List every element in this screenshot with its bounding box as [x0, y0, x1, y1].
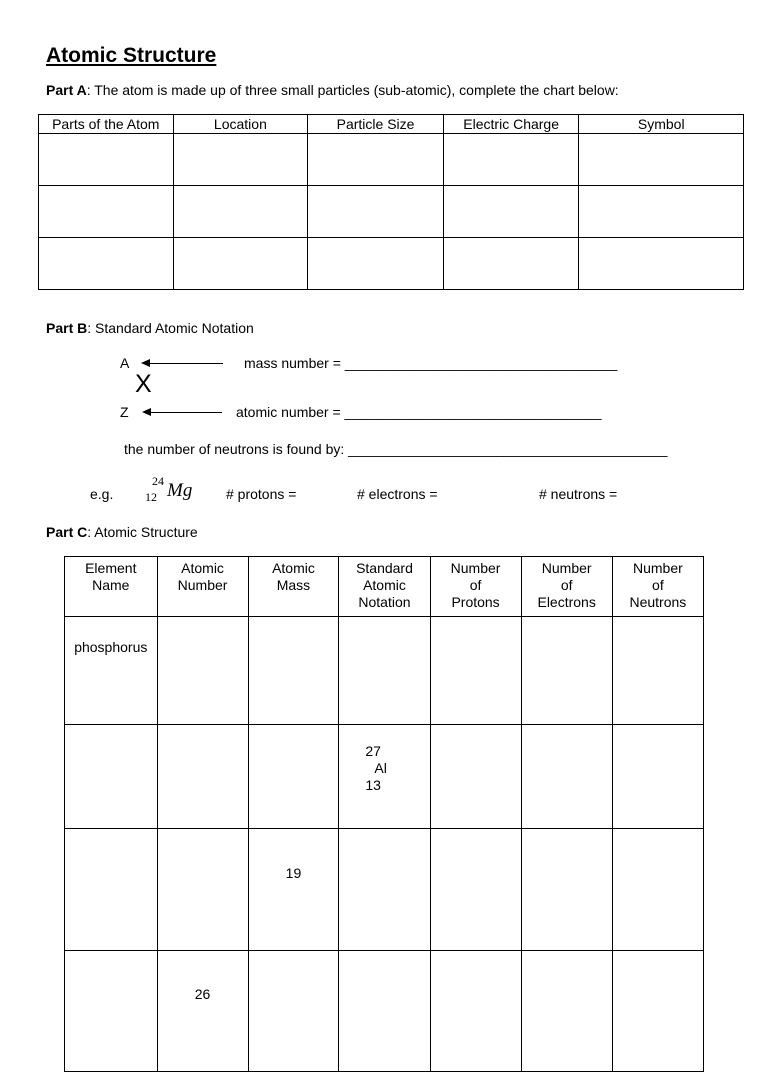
header-line: Number: [632, 560, 683, 576]
answer-cell[interactable]: [173, 134, 308, 186]
arrow-left-icon: [150, 412, 222, 413]
col-atomic-mass: [248, 557, 339, 617]
answer-cell[interactable]: [39, 134, 174, 186]
part-b-text: : Standard Atomic Notation: [87, 320, 254, 336]
element-letter-x: X: [135, 370, 152, 398]
atomic-number-cell: 26: [157, 951, 248, 1072]
col-number-electrons: [521, 557, 612, 617]
header-line: Electrons: [537, 594, 596, 610]
answer-cell[interactable]: [339, 951, 430, 1072]
answer-cell[interactable]: [173, 238, 308, 290]
header-line: of: [560, 577, 573, 593]
part-a-instruction: [46, 82, 619, 98]
part-c-text: : Atomic Structure: [87, 524, 198, 540]
col-number-protons: [430, 557, 521, 617]
answer-cell[interactable]: [443, 186, 579, 238]
table-row: [65, 829, 704, 951]
atomic-number-line: atomic number = _________________________________: [236, 404, 602, 420]
header-line: of: [469, 577, 482, 593]
table-row: [65, 617, 704, 725]
part-c-table: [64, 556, 704, 1072]
answer-cell[interactable]: [443, 238, 579, 290]
header-line: Notation: [358, 594, 411, 610]
part-b-label: Part B: [46, 320, 88, 336]
answer-cell[interactable]: [248, 951, 339, 1072]
answer-cell[interactable]: [521, 951, 612, 1072]
part-a-label: Part A: [46, 82, 87, 98]
part-a-row: [39, 134, 744, 186]
answer-cell[interactable]: [248, 617, 339, 725]
part-a-header-row: [39, 115, 744, 134]
answer-cell[interactable]: [65, 725, 158, 829]
answer-cell[interactable]: [612, 829, 703, 951]
example-label: e.g.: [90, 486, 114, 502]
col-location: Location: [173, 115, 308, 134]
header-line: Element: [85, 560, 137, 576]
page-title: Atomic Structure: [46, 44, 217, 67]
atomic-mass-cell: 19: [248, 829, 339, 951]
part-a-table: [38, 114, 744, 290]
answer-cell[interactable]: [308, 186, 444, 238]
answer-cell[interactable]: [521, 725, 612, 829]
answer-cell[interactable]: [443, 134, 579, 186]
answer-cell[interactable]: [65, 829, 158, 951]
header-line: Protons: [451, 594, 500, 610]
protons-question: # protons =: [226, 486, 297, 502]
col-particle-size: Particle Size: [308, 115, 444, 134]
col-atomic-number: [157, 557, 248, 617]
answer-cell[interactable]: [157, 829, 248, 951]
notation-cell: [339, 725, 430, 829]
header-line: Neutrons: [629, 594, 687, 610]
answer-cell[interactable]: [157, 617, 248, 725]
mass-number-line: mass number = ___________________________________: [244, 355, 618, 371]
header-line: Atomic: [363, 577, 406, 593]
element-name-cell: phosphorus: [65, 617, 158, 725]
electrons-question: # electrons =: [357, 486, 438, 502]
answer-cell[interactable]: [430, 829, 521, 951]
part-a-row: [39, 238, 744, 290]
answer-cell[interactable]: [521, 617, 612, 725]
answer-cell[interactable]: [612, 951, 703, 1072]
answer-cell[interactable]: [39, 186, 174, 238]
table-row: [65, 951, 704, 1072]
answer-cell[interactable]: [173, 186, 308, 238]
header-line: of: [652, 577, 664, 593]
notation-atomic: 13: [365, 777, 381, 793]
part-a-row: [39, 186, 744, 238]
answer-cell[interactable]: [157, 725, 248, 829]
arrow-left-icon: [149, 363, 223, 364]
notation-symbol: Al: [374, 760, 387, 776]
part-b-heading: [46, 320, 254, 336]
example-element-symbol: Mg: [167, 480, 193, 501]
answer-cell[interactable]: [65, 951, 158, 1072]
answer-cell[interactable]: [430, 725, 521, 829]
col-symbol: Symbol: [579, 115, 744, 134]
answer-cell[interactable]: [430, 951, 521, 1072]
header-line: Atomic: [272, 560, 315, 576]
answer-cell[interactable]: [579, 238, 744, 290]
col-electric-charge: Electric Charge: [443, 115, 579, 134]
col-number-neutrons: [612, 557, 703, 617]
part-c-heading: [46, 524, 198, 540]
answer-cell[interactable]: [339, 617, 430, 725]
answer-cell[interactable]: [612, 725, 703, 829]
answer-cell[interactable]: [579, 134, 744, 186]
part-c-label: Part C: [46, 524, 88, 540]
col-parts-of-atom: Parts of the Atom: [39, 115, 174, 134]
answer-cell[interactable]: [308, 238, 444, 290]
header-line: Number: [177, 577, 228, 593]
col-element-name: [65, 557, 158, 617]
header-line: Mass: [276, 577, 311, 593]
header-line: Number: [541, 560, 592, 576]
col-standard-notation: [339, 557, 430, 617]
answer-cell[interactable]: [39, 238, 174, 290]
answer-cell[interactable]: [612, 617, 703, 725]
answer-cell[interactable]: [248, 725, 339, 829]
answer-cell[interactable]: [579, 186, 744, 238]
letter-z: Z: [120, 404, 129, 420]
table-row: [65, 725, 704, 829]
answer-cell[interactable]: [521, 829, 612, 951]
header-line: Atomic: [181, 560, 224, 576]
letter-a: A: [120, 355, 130, 371]
part-c-header-row: [65, 557, 704, 617]
header-line: Number: [450, 560, 501, 576]
neutrons-question: # neutrons =: [539, 486, 618, 502]
answer-cell[interactable]: [308, 134, 444, 186]
header-line: Standard: [356, 560, 413, 576]
neutrons-formula-line: the number of neutrons is found by: _________________________________________: [124, 441, 668, 457]
header-line: Name: [92, 577, 130, 593]
example-atomic-number: 12: [145, 490, 157, 504]
example-mass-number: 24: [152, 474, 164, 488]
part-a-text: : The atom is made up of three small particles (sub-atomic), complete the chart below:: [86, 82, 619, 98]
answer-cell[interactable]: [430, 617, 521, 725]
notation-mass: 27: [365, 743, 381, 759]
answer-cell[interactable]: [339, 829, 430, 951]
